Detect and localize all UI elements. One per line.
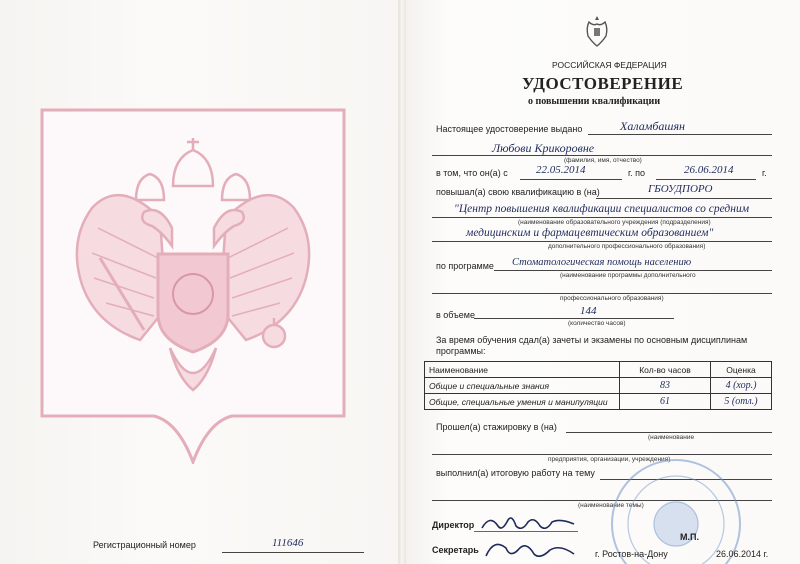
secretary-signature	[480, 534, 580, 564]
volume-line	[474, 318, 674, 319]
subject-grade: 4 (хор.)	[711, 378, 772, 394]
director-label: Директор	[432, 520, 475, 530]
internship-caption2: предприятия, организации, учреждения)	[548, 456, 671, 463]
registration-number-label: Регистрационный номер	[93, 540, 196, 550]
country-heading: РОССИЙСКАЯ ФЕДЕРАЦИЯ	[552, 60, 667, 70]
program-caption2: профессионального образования)	[560, 295, 664, 302]
institution-name-line1: "Центр повышения квалификации специалистов со средним	[454, 203, 750, 215]
director-signature	[478, 510, 578, 536]
coat-of-arms-emblem	[40, 108, 346, 464]
double-headed-eagle-icon	[584, 14, 610, 48]
internship-caption1: (наименование	[648, 434, 695, 441]
issued-to-label: Настоящее удостоверение выдано	[436, 124, 583, 134]
exams-table	[424, 361, 772, 410]
start-date: 22.05.2014	[536, 164, 586, 176]
column-header-hours: Кол-во часов	[620, 362, 711, 378]
program-name: Стоматологическая помощь населению	[512, 257, 692, 268]
period-year-suffix: г.	[762, 168, 767, 178]
institution-caption1: (наименование образовательного учреждения (подразделения)	[518, 219, 711, 226]
document-title: УДОСТОВЕРЕНИЕ	[522, 74, 684, 93]
director-line	[474, 531, 578, 532]
subject-hours: 83	[620, 378, 711, 394]
program-caption1: (наименование программы дополнительного	[560, 272, 696, 279]
institution-line2-rule	[432, 241, 772, 242]
stamp-place-label: М.П.	[680, 532, 699, 542]
end-date-line	[656, 179, 756, 180]
registration-number-line	[222, 552, 364, 553]
institution-stamp	[606, 452, 746, 564]
table-row	[425, 378, 772, 394]
registration-number-value: 111646	[272, 537, 304, 549]
given-names-line	[432, 155, 772, 156]
holder-surname: Халамбашян	[620, 119, 685, 133]
institution-line1-rule	[432, 217, 772, 218]
internship-label: Прошел(а) стажировку в (на)	[436, 422, 557, 432]
program-label: по программе	[436, 261, 494, 271]
final-work-label: выполнил(а) итоговую работу на тему	[436, 468, 595, 478]
end-date: 26.06.2014	[684, 164, 734, 176]
column-header-name: Наименование	[425, 362, 620, 378]
table-row	[425, 394, 772, 410]
page-fold	[398, 0, 406, 564]
program-line2	[432, 293, 772, 294]
institution-label: повышал(а) свою квалификацию в (на)	[436, 187, 600, 197]
period-to-label: г. по	[628, 168, 646, 178]
volume-label: в объеме	[436, 310, 475, 320]
exams-text-line1: За время обучения сдал(а) зачеты и экзамены по основным дисциплинам	[436, 335, 748, 345]
subject-grade: 5 (отл.)	[711, 394, 772, 410]
issue-date: 26.06.2014 г.	[716, 549, 769, 559]
exams-text-line2: программы:	[436, 346, 486, 356]
institution-caption2: дополнительного профессионального образования)	[548, 243, 706, 250]
start-date-line	[520, 179, 622, 180]
institution-name-line2: медицинским и фармацевтическим образованием"	[466, 227, 714, 239]
institution-short: ГБОУДПОРО	[648, 183, 713, 195]
period-prefix: в том, что он(а) с	[436, 168, 508, 178]
program-line	[494, 270, 772, 271]
column-header-grade: Оценка	[711, 362, 772, 378]
secretary-label: Секретарь	[432, 545, 479, 555]
name-caption: (фамилия, имя, отчество)	[564, 157, 642, 164]
volume-hours: 144	[580, 305, 597, 317]
document-subtitle: о повышении квалификации	[528, 96, 661, 107]
holder-given-names: Любови Крикоровне	[492, 141, 595, 155]
final-work-caption: (наименование темы)	[578, 502, 644, 509]
volume-caption: (количество часов)	[568, 320, 626, 327]
issue-city: г. Ростов-на-Дону	[595, 549, 668, 559]
subject-hours: 61	[620, 394, 711, 410]
subject-name: Общие, специальные умения и манипуляции	[425, 394, 620, 410]
subject-name: Общие и специальные знания	[425, 378, 620, 394]
table-header-row	[425, 362, 772, 378]
surname-line	[588, 134, 772, 135]
institution-short-line	[596, 198, 772, 199]
internship-line	[566, 432, 772, 433]
